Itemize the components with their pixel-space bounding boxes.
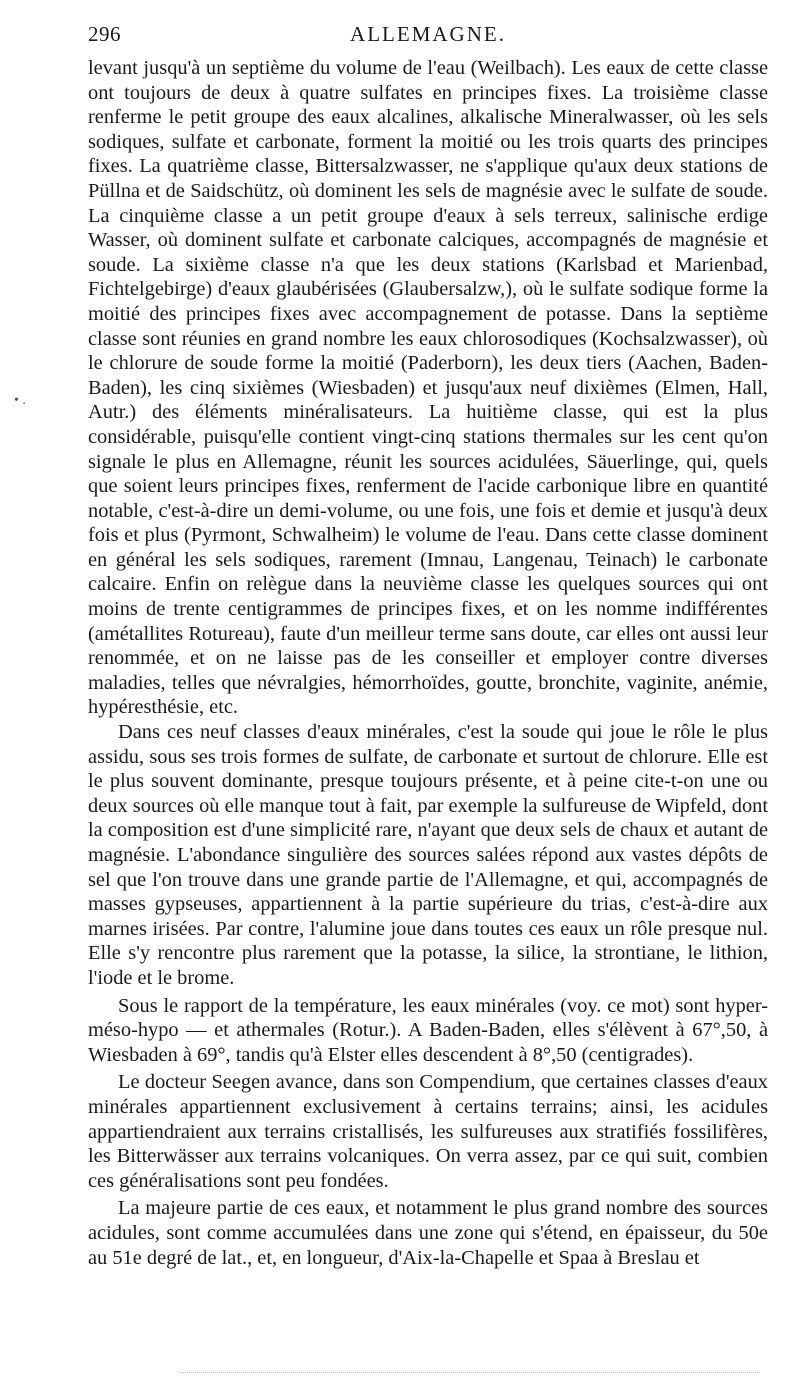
paragraph: Sous le rapport de la température, les eaux minérales (voy. ce mot) sont hyper-méso-hypo — et athermales (Rotur.). A Baden-Baden, elles s'élèvent à 67°,50, à Wiesbaden à 69°, tandis qu'à Elster elles descendent à 8°,50 (centigrades). xyxy=(88,994,768,1066)
paragraph: La majeure partie de ces eaux, et notamment le plus grand nombre des sources acidules, sont comme accumulées dans une zone qui s'étend, en épaisseur, du 50e au 51e degré de lat., et, en longueur, d'Aix-la-Chapelle et Spaa à Breslau et xyxy=(88,1197,768,1269)
page-number: 296 xyxy=(88,22,121,46)
page-header xyxy=(88,22,768,48)
paragraph: Dans ces neuf classes d'eaux minérales, c'est la soude qui joue le rôle le plus assidu, sous ses trois formes de sulfate, de carbonate et surtout de chlorure. Elle est le plus souvent dominante, presque toujours présente, et à peine cite-t-on une ou deux sources où elle manque tout à fait, par exemple la sulfureuse de Wipfeld, dont la composition est d'une simplicité rare, n'ayant que deux sels de chaux et autant de magnésie. L'abondance singulière des sources salées répond aux vastes dépôts de sel que l'on trouve dans une grande partie de l'Allemagne, et qui, accompagnés de masses gypseuses, appartiennent à la partie supérieure du trias, c'est-à-dire aux marnes irisées. Par contre, l'alumine joue dans toutes ces eaux un rôle presque nul. Elle s'y rencontre plus rarement que la potasse, la silice, la strontiane, le lithion, l'iode et le brome. xyxy=(88,721,768,989)
paragraph: Le docteur Seegen avance, dans son Compendium, que certaines classes d'eaux minérales appartiennent exclusivement à certains terrains; ainsi, les acidules appartiendraient aux terrains cristallisés, les sulfureuses aux stratifiés fossilifères, les Bitterwässer aux terrains volcaniques. On verra assez, par ce qui suit, combien ces généralisations sont peu fondées. xyxy=(88,1071,768,1192)
margin-mark: • . xyxy=(14,393,26,408)
paragraph: levant jusqu'à un septième du volume de l'eau (Weilbach). Les eaux de cette classe ont toujours de deux à quatre sulfates en principes fixes. La troisième classe renferme le petit groupe des eaux alcalines, alkalische Mineralwasser, où les sels sodiques, sulfate et carbonate, forment la moitié ou les trois quarts des principes fixes. La quatrième classe, Bittersalzwasser, ne s'applique qu'aux deux stations de Püllna et de Saidschütz, où dominent les sels de magnésie avec le sulfate de soude. La cinquième classe a un petit groupe d'eaux à sels terreux, salinische erdige Wasser, où dominent sulfate et carbonate calciques, accompagnés de magnésie et soude. La sixième classe n'a que les deux stations (Karlsbad et Marienbad, Fichtelgebirge) d'eaux glaubérisées (Glaubersalzw,), où le sulfate sodique forme la moitié des principes fixes avec accompagnement de potasse. Dans la septième classe sont réunies en grand nombre les eaux chlorosodiques (Kochsalzwasser), où le chlorure de soude forme la moitié (Paderborn), les deux tiers (Aachen, Baden-Baden), les cinq sixièmes (Wiesbaden) et jusqu'aux neuf dixièmes (Elmen, Hall, Autr.) des éléments minéralisateurs. La huitième classe, qui est la plus considérable, puisqu'elle contient vingt-cinq stations thermales sur les cent qu'on signale le plus en Allemagne, réunit les sources acidulées, Säuerlinge, qui, quels que soient leurs principes fixes, renferment de l'acide carbonique libre en quantité notable, c'est-à-dire un demi-volume, ou une fois, une fois et demie et jusqu'à deux fois et plus (Pyrmont, Schwalheim) le volume de l'eau. Dans cette classe dominent en général les sels sodiques, rarement (Imnau, Langenau, Teinach) le carbonate calcaire. Enfin on relègue dans la neuvième classe les quelques sources qui ont moins de trente centigrammes de principes fixes, et on les nomme indifférentes (amétallites Rotureau), faute d'un meilleur terme sans doute, car elles ont aussi leur renommée, et on ne laisse pas de les conseiller et employer contre diverses maladies, telles que névralgies, hémorrhoïdes, goutte, bronchite, vaginite, anémie, hypéresthésie, etc. xyxy=(88,57,768,719)
bottom-edge-marks xyxy=(180,1372,760,1374)
body-text xyxy=(88,56,768,1270)
running-title: ALLEMAGNE. xyxy=(350,22,506,46)
